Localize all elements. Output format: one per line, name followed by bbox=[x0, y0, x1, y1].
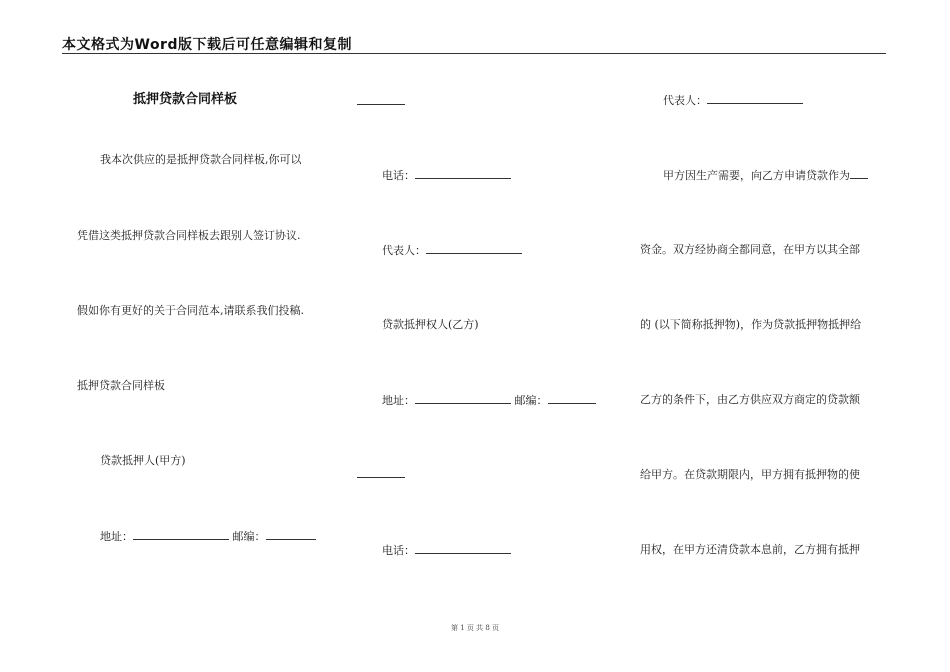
mortgagor-address-row bbox=[100, 529, 316, 544]
body-line-6: 用权，在甲方还清贷款本息前，乙方拥有抵押 bbox=[640, 543, 860, 556]
page-number: 第 1 页 共 8 页 bbox=[450, 624, 500, 632]
address-blank bbox=[133, 529, 229, 540]
mortgagor-label: 贷款抵押人(甲方) bbox=[100, 454, 186, 467]
representative-blank bbox=[707, 93, 803, 104]
phone-label: 电话： bbox=[382, 544, 415, 557]
phone-label: 电话： bbox=[382, 169, 415, 182]
address-label: 地址： bbox=[382, 394, 415, 407]
phone-blank bbox=[415, 168, 511, 179]
intro-line-3: 假如你有更好的关于合同范本,请联系我们投稿. bbox=[77, 304, 304, 317]
header-rule bbox=[62, 53, 886, 54]
document-header: 本文格式为Word版下载后可任意编辑和复制 bbox=[62, 37, 352, 53]
blank-line bbox=[357, 104, 405, 105]
document-title: 抵押贷款合同样板 bbox=[133, 92, 238, 107]
representative-label: 代表人： bbox=[663, 94, 707, 107]
postcode-blank bbox=[266, 529, 316, 540]
body-line-3: 的 (以下简称抵押物)，作为贷款抵押物抵押给 bbox=[640, 318, 862, 331]
body-text: 甲方因生产需要，向乙方申请贷款作为 bbox=[663, 169, 850, 182]
blank-line bbox=[357, 477, 405, 478]
body-line-5: 给甲方。在贷款期限内，甲方拥有抵押物的使 bbox=[640, 468, 860, 481]
postcode-label: 邮编： bbox=[232, 530, 266, 543]
representative-blank bbox=[426, 243, 522, 254]
representative-label: 代表人： bbox=[382, 244, 426, 257]
phone-blank bbox=[415, 543, 511, 554]
address-blank bbox=[415, 393, 511, 404]
mortgagee-phone-row bbox=[382, 543, 511, 558]
mortgagor-rep-row bbox=[382, 243, 522, 258]
mortgagee-label: 贷款抵押权人(乙方) bbox=[382, 318, 479, 331]
postcode-blank bbox=[548, 393, 596, 404]
body-line-1 bbox=[663, 168, 868, 183]
body-line-4: 乙方的条件下，由乙方供应双方商定的贷款额 bbox=[640, 393, 860, 406]
mortgagee-address-row bbox=[382, 393, 596, 408]
body-line-2: 资金。双方经协商全都同意，在甲方以其全部 bbox=[640, 243, 860, 256]
amount-blank bbox=[850, 168, 868, 179]
intro-line-2: 凭借这类抵押贷款合同样板去跟别人签订协议. bbox=[77, 229, 301, 242]
postcode-label: 邮编： bbox=[514, 394, 548, 407]
mortgagor-phone-row bbox=[382, 168, 511, 183]
address-label: 地址： bbox=[100, 530, 133, 543]
intro-line-1: 我本次供应的是抵押贷款合同样板,你可以 bbox=[100, 153, 302, 166]
section-title: 抵押贷款合同样板 bbox=[77, 379, 165, 392]
mortgagee-rep-row bbox=[663, 93, 803, 108]
